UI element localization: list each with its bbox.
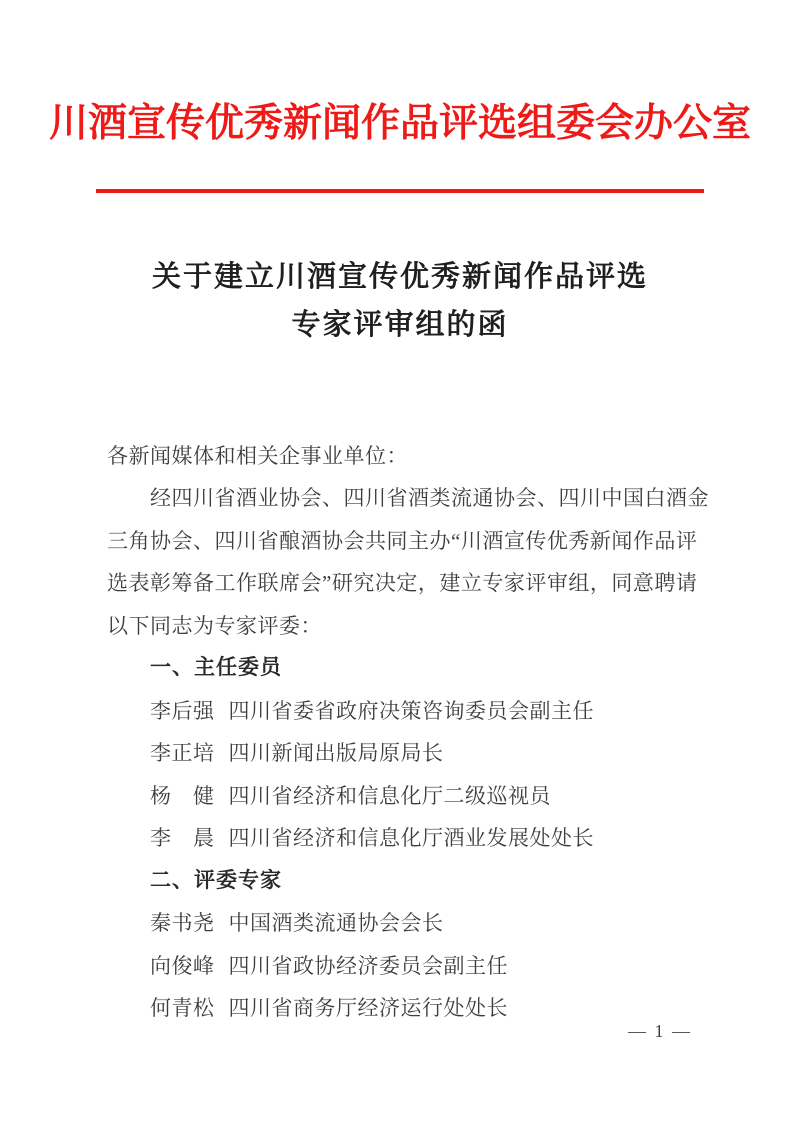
member-name: 李 晨 [150,826,215,851]
section-heading: 一、主任委员 [150,656,282,680]
member-row [107,987,710,1030]
member-name: 李正培 [150,741,215,766]
member-name: 杨 健 [150,783,215,808]
body-line: 选表彰筹备工作联席会”研究决定，建立专家评审组，同意聘请 [107,571,698,596]
member-name: 向俊峰 [150,953,215,978]
member-title: 四川省商务厅经济运行处处长 [228,996,508,1021]
member-row [107,902,710,945]
document-body [0,435,800,1030]
document-title-line-2: 专家评审组的函 [291,308,509,341]
member-title: 中国酒类流通协会会长 [228,911,444,936]
member-name: 李后强 [150,698,215,723]
body-line: 三角协会、四川省酿酒协会共同主办“川酒宣传优秀新闻作品评 [107,528,698,553]
document-title [0,253,800,349]
member-row [107,690,710,733]
member-name: 秦书尧 [150,911,215,936]
letterhead-title: 川酒宣传优秀新闻作品评选组委会办公室 [48,102,751,145]
member-title: 四川省经济和信息化厅二级巡视员 [228,783,551,808]
member-row [107,775,710,818]
member-title: 四川新闻出版局原局长 [228,741,444,766]
member-title: 四川省经济和信息化厅酒业发展处处长 [228,826,594,851]
body-paragraph [107,477,710,647]
member-row [107,945,710,988]
body-line: 以下同志为专家评委： [107,613,322,638]
section-heading: 二、评委专家 [150,868,282,892]
member-row [107,817,710,860]
member-name: 何青松 [150,996,215,1021]
member-title: 四川省政协经济委员会副主任 [228,953,508,978]
body-line: 经四川省酒业协会、四川省酒类流通协会、四川中国白酒金 [150,486,709,511]
member-row [107,732,710,775]
document-title-line-1: 关于建立川酒宣传优秀新闻作品评选 [151,260,648,293]
sections-container [107,647,710,1030]
salutation: 各新闻媒体和相关企事业单位： [107,443,408,468]
letterhead-divider [96,189,704,193]
member-title: 四川省委省政府决策咨询委员会副主任 [228,698,594,723]
page-number: — 1 — [628,1021,692,1041]
